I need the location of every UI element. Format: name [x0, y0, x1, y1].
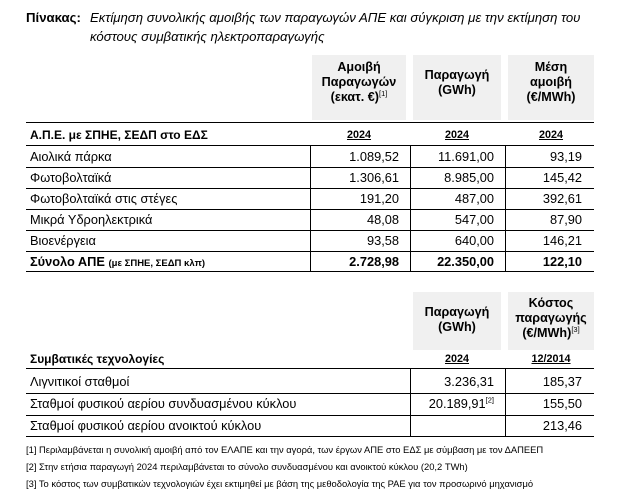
table-cell-avg: 93,19 [549, 149, 582, 164]
total-row-label: Σύνολο ΑΠΕ (με ΣΠΗΕ, ΣΕΔΠ κλπ) [30, 254, 206, 269]
table-cell-production: 8.985,00 [444, 170, 494, 185]
table-row-label: Σταθμοί φυσικού αερίου ανοικτού κύκλου [30, 418, 262, 433]
table-row-label: Σταθμοί φυσικού αερίου συνδυασμένου κύκλου [30, 396, 297, 411]
table-row-label: Φωτοβολταϊκά [30, 170, 112, 185]
table-cell-avg: 146,21 [542, 233, 582, 248]
table-cell-production: 20.189,91[2] [428, 395, 494, 411]
divider [26, 230, 594, 231]
footnote-1: [1] Περιλαμβάνεται η συνολική αμοιβή από τον ΕΛΑΠΕ και την αγορά, των έργων ΑΠΕ στο ΕΔΣ με σύμβαση με τον ΔΑΠΕΕΠ [26, 444, 544, 455]
table-cell-production: 640,00 [454, 233, 494, 248]
col-header-production: Παραγωγή (GWh) [424, 68, 490, 97]
section-label: Α.Π.Ε. με ΣΠΗΕ, ΣΕΔΠ στο ΕΔΣ [30, 128, 208, 142]
total-fee: 2.728,98 [349, 254, 399, 269]
divider [26, 436, 594, 437]
table-cell-avg: 145,42 [542, 170, 582, 185]
table-cell-avg: 392,61 [542, 191, 582, 206]
table-cell-fee: 48,08 [366, 212, 399, 227]
table-cell-cost: 155,50 [542, 396, 582, 411]
footnote-3: [3] Το κόστος των συμβατικών τεχνολογιών έχει εκτιμηθεί με βάση της μεθοδολογία της ΡΑΕ για τον προσωρινό μηχανισμό [26, 478, 534, 489]
year-production: 2024 [444, 129, 470, 141]
column-divider [505, 145, 506, 271]
divider [26, 368, 594, 369]
table-cell-production: 547,00 [454, 212, 494, 227]
year-avg: 2024 [538, 129, 564, 141]
divider [26, 415, 594, 416]
year-cost: 12/2014 [531, 353, 571, 365]
table-row-label: Λιγνιτικοί σταθμοί [30, 374, 130, 389]
divider [26, 251, 594, 252]
column-divider [310, 145, 311, 271]
total-production: 22.350,00 [437, 254, 494, 269]
table-row-label: Μικρά Υδροηλεκτρικά [30, 212, 153, 227]
table-row-label: Βιοενέργεια [30, 233, 96, 248]
caption-text: Εκτίμηση συνολικής αμοιβής των παραγωγών ΑΠΕ και σύγκριση με την εκτίμηση του κόστους συμβατικής ηλεκτροπαραγωγής [90, 10, 581, 44]
table-row-label: Αιολικά πάρκα [30, 149, 112, 164]
col-header-production: Παραγωγή (GWh) [424, 305, 490, 334]
table-cell-cost: 213,46 [542, 418, 582, 433]
divider [26, 209, 594, 210]
year-production: 2024 [444, 353, 470, 365]
col-header-avg: Μέση αμοιβή (€/MWh) [526, 60, 576, 104]
year-fee: 2024 [346, 129, 372, 141]
col-header-cost: Κόστος παραγωγής (€/MWh)[3] [515, 296, 587, 340]
table-cell-fee: 1.306,61 [349, 170, 399, 185]
divider [26, 122, 594, 123]
table-cell-fee: 93,58 [366, 233, 399, 248]
table-cell-cost: 185,37 [542, 374, 582, 389]
table-cell-fee: 191,20 [359, 191, 399, 206]
column-divider [410, 145, 411, 271]
table-row-label: Φωτοβολταϊκά στις στέγες [30, 191, 178, 206]
column-divider [410, 368, 411, 436]
footnote-2: [2] Στην ετήσια παραγωγή 2024 περιλαμβάνεται το σύνολο συνδυασμένου και ανοικτού κύκλου (20,2 TWh) [26, 461, 468, 472]
divider [26, 188, 594, 189]
table-cell-production: 487,00 [454, 191, 494, 206]
col-header-fee: Αμοιβή Παραγωγών (εκατ. €)[1] [321, 60, 397, 104]
total-avg: 122,10 [542, 254, 582, 269]
table-cell-production: 3.236,31 [444, 374, 494, 389]
caption-label: Πίνακας: [26, 10, 81, 25]
divider [26, 271, 594, 272]
table-cell-production: 11.691,00 [438, 149, 494, 164]
divider [26, 167, 594, 168]
section-label: Συμβατικές τεχνολογίες [30, 352, 165, 366]
column-divider [505, 368, 506, 436]
table-cell-avg: 87,90 [549, 212, 582, 227]
divider [26, 393, 594, 394]
table-cell-fee: 1.089,52 [349, 149, 399, 164]
